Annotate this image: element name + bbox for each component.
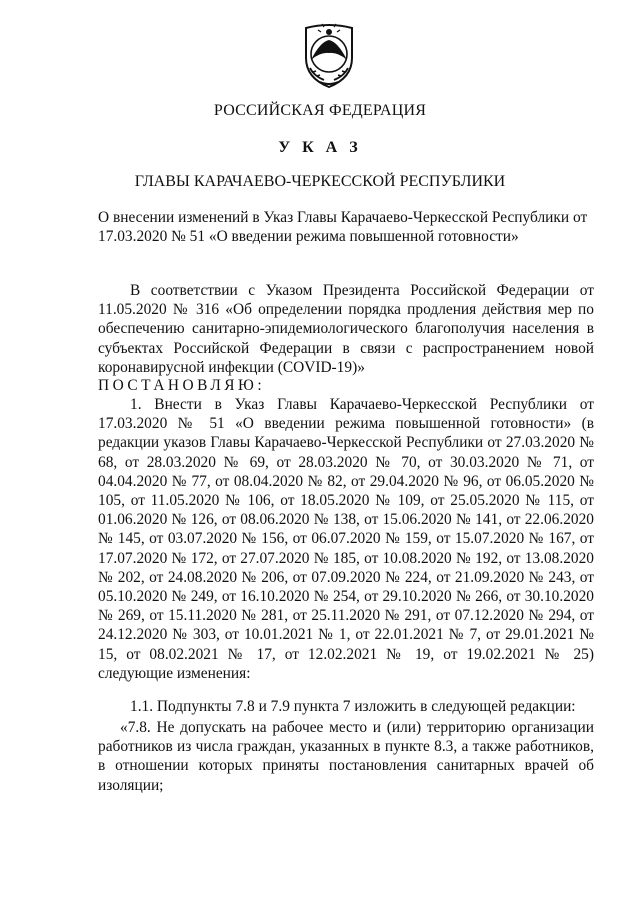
- document-subject: О внесении изменений в Указ Главы Карачаево-Черкесской Республики от 17.03.2020 № 51 «О введении режима повышенной готовности»: [98, 209, 588, 246]
- item-1-paragraph: 1. Внести в Указ Главы Карачаево-Черкесской Республики от 17.03.2020 № 51 «О введении режима повышенной готовности» (в редакции указов Главы Карачаево-Черкесской Республики от 27.03.2020 № 68, от 28.03.2020 № 69, от 28.03.2020 № 70, от 30.03.2020 № 71, от 04.04.2020 № 77, от 08.04.2020 № 82, от 29.04.2020 № 96, от 06.05.2020 № 105, от 11.05.2020 № 106, от 18.05.2020 № 109, от 25.05.2020 № 115, от 01.06.2020 № 126, от 08.06.2020 № 138, от 15.06.2020 № 141, от 22.06.2020 № 145, от 03.07.2020 № 156, от 06.07.2020 № 159, от 15.07.2020 № 167, от 17.07.2020 № 172, от 27.07.2020 № 185, от 10.08.2020 № 192, от 13.08.2020 № 202, от 24.08.2020 № 206, от 07.09.2020 № 224, от 21.09.2020 № 243, от 05.10.2020 № 249, от 16.10.2020 № 254, от 29.10.2020 № 266, от 30.10.2020 № 269, от 15.11.2020 № 281, от 25.11.2020 № 291, от 07.12.2020 № 294, от 24.12.2020 № 303, от 10.01.2021 № 1, от 22.01.2021 № 7, от 29.01.2021 № 15, от 08.02.2021 № 17, от 12.02.2021 № 19, от 19.02.2021 № 25) следующие изменения:: [98, 396, 594, 682]
- document-type-heading: У К А З: [278, 139, 362, 156]
- country-heading: РОССИЙСКАЯ ФЕДЕРАЦИЯ: [213, 102, 427, 119]
- legal-basis-paragraph: В соответствии с Указом Президента Российской Федерации от 11.05.2020 № 316 «Об определении порядка продления действия мер по обеспечению санитарно-эпидемиологического благополучия населения в субъектах Российской Федерации в связи с распространением новой коронавирусной инфекции (COVID-19)»: [98, 282, 594, 376]
- decree-word: ПОСТАНОВЛЯЮ:: [98, 377, 266, 394]
- item-1-1-paragraph: 1.1. Подпункты 7.8 и 7.9 пункта 7 изложить в следующей редакции:: [130, 698, 576, 715]
- item-7-8-paragraph: «7.8. Не допускать на рабочее место и (или) территорию организации работников из числа граждан, указанных в пункте 8.3, а также работников, в отношении которых приняты постановления санитарных врачей об изоляции;: [98, 719, 594, 794]
- karachay-cherkess-emblem-icon: [300, 20, 358, 90]
- issuer-heading: ГЛАВЫ КАРАЧАЕВО-ЧЕРКЕССКОЙ РЕСПУБЛИКИ: [134, 173, 506, 190]
